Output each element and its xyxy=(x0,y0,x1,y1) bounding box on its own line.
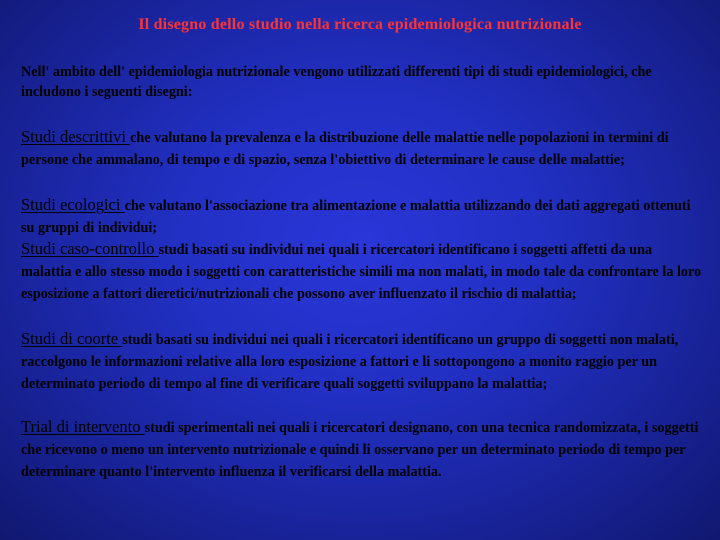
intro-paragraph: Nell' ambito dell' epidemiologia nutrizionale vengono utilizzati differenti tipi di studi epidemiologici, che includono i seguenti disegni: xyxy=(21,64,652,100)
study-description-ecological: che valutano l'associazione tra alimentazione e malattia utilizzando dei dati aggregati ottenuti su gruppi di individui; xyxy=(21,198,691,236)
study-term-case-control: Studi caso-controllo xyxy=(21,239,159,258)
study-description-descriptive: che valutano la prevalenza e la distribuzione delle malattie nelle popolazioni in termini di persone che ammalano, di tempo e di spazio, senza l'obiettivo di determinare le cause delle malattie; xyxy=(21,130,669,168)
study-description-case-control: studi basati su individui nei quali i ricercatori identificano i soggetti affetti da una malattia e allo stesso modo i soggetti con caratteristiche simili ma non malati, in modo tale da confrontare la loro esposizione a fattori dieretici/nutrizionali che possono aver influenzato il rischio di malattia; xyxy=(21,242,702,302)
study-design-case-control xyxy=(21,238,705,305)
study-term-intervention-trial: Trial di intervento xyxy=(21,417,145,436)
study-description-cohort: studi basati su individui nei quali i ricercatori identificano un gruppo di soggetti non malati, raccolgono le informazioni relative alla loro esposizione a fattori e li sottopongono a monito raggio per un determinato periodo di tempo al fine di verificare quali soggetti sviluppano la malattia; xyxy=(21,332,679,392)
slide-title: Il disegno dello studio nella ricerca epidemiologica nutrizionale xyxy=(138,16,582,33)
study-term-ecological: Studi ecologici xyxy=(21,195,125,214)
study-design-intervention-trial xyxy=(21,416,705,483)
study-term-descriptive: Studi descrittivi xyxy=(21,127,131,146)
study-description-intervention-trial: studi sperimentali nei quali i ricercatori designano, con una tecnica randomizzata, i soggetti che ricevono o meno un intervento nutrizionale e quindi li osservano per un determinato periodo di tempo per determinare quanto l'intervento influenza il verificarsi della malattia. xyxy=(21,420,699,480)
study-design-descriptive xyxy=(21,126,705,171)
study-design-ecological xyxy=(21,194,705,239)
study-design-cohort xyxy=(21,328,705,395)
study-term-cohort: Studi di coorte xyxy=(21,329,123,348)
